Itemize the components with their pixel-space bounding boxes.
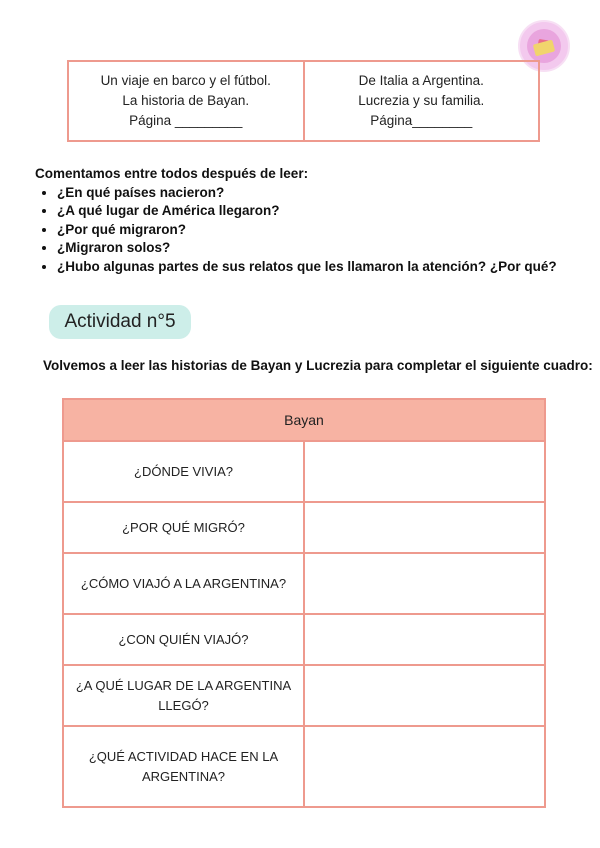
question-cell: ¿QUÉ ACTIVIDAD HACE EN LA ARGENTINA?	[63, 726, 304, 807]
table-row	[63, 441, 545, 502]
question-cell: ¿CON QUIÉN VIAJÓ?	[63, 614, 304, 665]
list-item: • ¿Migraron solos?	[57, 239, 557, 258]
table-row	[63, 553, 545, 614]
table-row	[63, 726, 545, 807]
reference-line: Lucrezia y su familia.	[358, 93, 485, 108]
answer-cell[interactable]	[304, 502, 545, 553]
reference-line: De Italia a Argentina.	[358, 73, 484, 88]
reference-line: Un viaje en barco y el fútbol.	[100, 73, 271, 88]
reference-line: La historia de Bayan.	[122, 93, 250, 108]
table-row	[63, 614, 545, 665]
answer-cell[interactable]	[304, 726, 545, 807]
reference-lucrezia	[303, 62, 539, 140]
answer-cell[interactable]	[304, 614, 545, 665]
answer-cell[interactable]	[304, 665, 545, 726]
activity-title: Actividad n°5	[49, 305, 191, 339]
list-item: • ¿Hubo algunas partes de sus relatos que les llamaron la atención? ¿Por qué?	[57, 258, 557, 277]
question-cell: ¿A QUÉ LUGAR DE LA ARGENTINA LLEGÓ?	[63, 665, 304, 726]
reference-line: Página _________	[129, 113, 243, 128]
answer-cell[interactable]	[304, 553, 545, 614]
table-row	[63, 502, 545, 553]
question-cell: ¿POR QUÉ MIGRÓ?	[63, 502, 304, 553]
question-cell: ¿CÓMO VIAJÓ A LA ARGENTINA?	[63, 553, 304, 614]
list-item: • ¿En qué países nacieron?	[57, 184, 557, 203]
table-header: Bayan	[63, 399, 545, 441]
list-item: • ¿Por qué migraron?	[57, 221, 557, 240]
discussion-section	[35, 165, 557, 276]
question-cell: ¿DÓNDE VIVIA?	[63, 441, 304, 502]
list-item: • ¿A qué lugar de América llegaron?	[57, 202, 557, 221]
reference-bayan	[69, 62, 303, 140]
discussion-intro: Comentamos entre todos después de leer:	[35, 166, 309, 181]
reference-line: Página________	[370, 113, 473, 128]
table-row	[63, 665, 545, 726]
activity-instruction: Volvemos a leer las historias de Bayan y Lucrezia para completar el siguiente cuadro:	[43, 358, 593, 373]
answer-cell[interactable]	[304, 441, 545, 502]
discussion-list	[35, 184, 557, 277]
reading-references-box	[67, 60, 540, 142]
bayan-table	[62, 398, 546, 808]
